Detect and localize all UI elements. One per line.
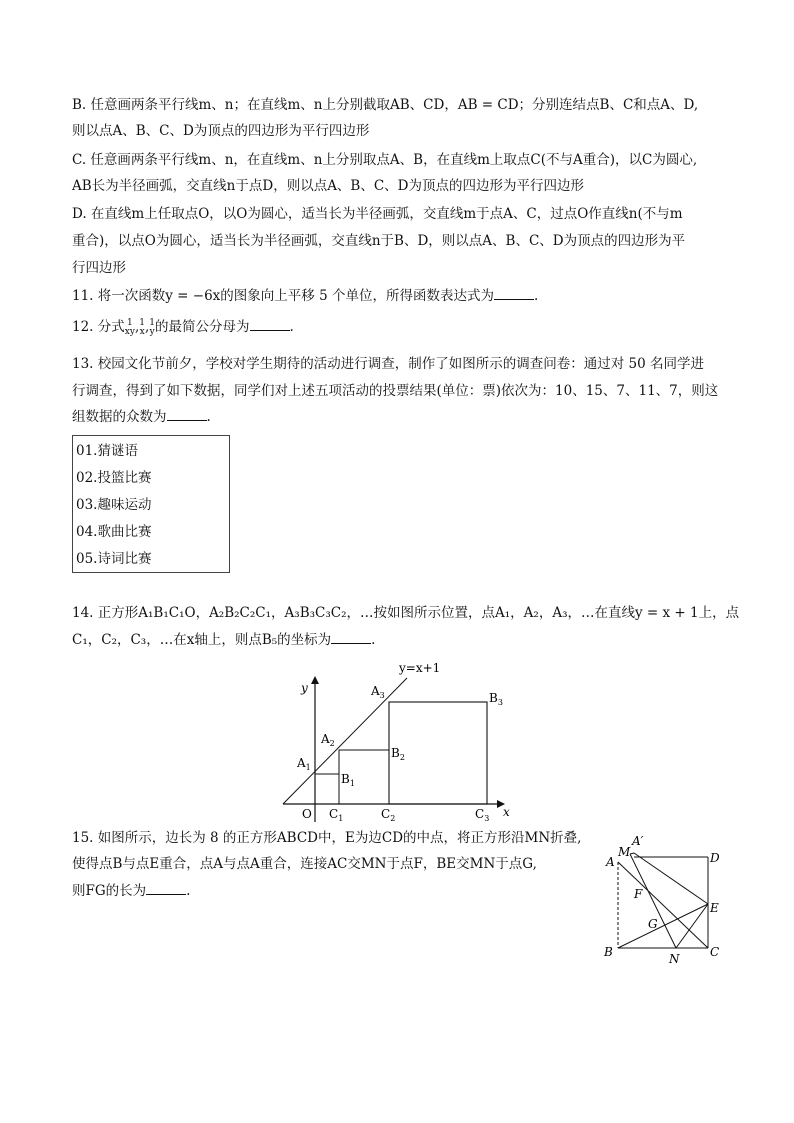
line-m-n (630, 854, 676, 948)
q12-frac2-num: 1 (139, 317, 145, 328)
survey-item: 02.投篮比赛 (76, 470, 152, 486)
line-ap-e (634, 853, 708, 904)
origin-label: O (302, 807, 312, 821)
option-d-line-2: 重合)，以点O为圆心，适当长为半径画弧，交直线n于B、D，则以点A、B、C、D为顶点的四边形为平 (72, 233, 686, 249)
q14-figure (275, 656, 525, 826)
label-n: N (669, 952, 680, 966)
line-b-e (618, 904, 708, 948)
label-c2: $C_2$ (381, 807, 396, 823)
q15-line-1: 15. 如图所示，边长为 8 的正方形ABCD中，E为边CD的中点，将正方形沿MN折叠, (72, 830, 582, 846)
q12-fraction-2 (139, 319, 145, 337)
survey-item: 01.猜谜语 (76, 443, 138, 459)
option-b-line-2: 则以点A、B、C、D为顶点的四边形为平行四边形 (72, 123, 370, 139)
y-axis-arrow (311, 676, 319, 684)
q14-text: C₁，C₂，C₃，…在x轴上，则点B₅的坐标为 (72, 632, 332, 648)
q15-figure (596, 832, 736, 967)
q11-text: 11. 将一次函数y = −6x的图象向上平移 5 个单位，所得函数表达式为 (72, 288, 494, 304)
label-g: G (648, 917, 658, 931)
q14-end: . (371, 632, 376, 648)
option-c-line-2: AB长为半径画弧，交直线n于点D，则以点A、B、C、D为顶点的四边形为平行四边形 (72, 178, 585, 194)
label-ap: A′ (632, 834, 644, 848)
option-c-line-1: C. 任意画两条平行线m、n，在直线m、n上分别取点A、B，在直线m上取点C(不与A重合)，以C为圆心, (72, 152, 698, 168)
line-n-e (676, 904, 708, 948)
q12-frac1-den: xy (124, 326, 135, 337)
label-d: D (710, 851, 720, 865)
q13-end: . (206, 409, 211, 425)
label-b1: $B_1$ (341, 772, 355, 788)
q13-line-1: 13. 校园文化节前夕，学校对学生期待的活动进行调查，制作了如图所示的调查问卷：通过对 50 名同学进 (72, 356, 705, 372)
q14-line-2 (72, 631, 375, 649)
option-d-line-1: D. 在直线m上任取点O，以O为圆心，适当长为半径画弧，交直线m于点A、C，过点O作直线n(不与m (72, 206, 683, 222)
q13-text: 组数据的众数为 (72, 409, 167, 425)
question-12: 12. 分式 1 xy , 1 x , 1 y 的最简公分母为 . (72, 317, 294, 337)
q12-frac2-den: x (139, 326, 145, 337)
label-b2: $B_2$ (391, 746, 405, 762)
x-axis-label: x (503, 805, 510, 819)
label-c1: $C_1$ (329, 807, 344, 823)
q12-frac3-num: 1 (149, 317, 155, 328)
q15-answer-blank[interactable] (146, 882, 186, 895)
line-label: y=x+1 (399, 661, 441, 675)
q11-answer-blank[interactable] (494, 287, 534, 300)
q12-suffix: 的最简公分母为 (155, 319, 250, 335)
q15-end: . (186, 883, 191, 899)
label-a1: $A_1$ (297, 756, 311, 772)
label-f: F (634, 887, 643, 901)
q11-end: . (533, 288, 539, 304)
q12-end: . (289, 319, 294, 335)
square-1 (315, 774, 339, 804)
label-c3: $C_3$ (475, 807, 490, 823)
label-a3: $A_3$ (371, 684, 385, 700)
label-e: E (710, 901, 719, 915)
label-c: C (710, 945, 720, 959)
q13-line-3 (72, 408, 211, 426)
q12-answer-blank[interactable] (250, 318, 290, 331)
q12-prefix: 12. 分式 (72, 319, 125, 335)
option-b-line-1: B. 任意画两条平行线m、n；在直线m、n上分别截取AB、CD，AB = CD；分别连结点B、C和点A、D, (72, 97, 699, 113)
q12-fraction-1 (125, 319, 135, 337)
line-m-ap (630, 853, 634, 854)
q13-answer-blank[interactable] (167, 408, 207, 421)
survey-item: 05.诗词比赛 (76, 551, 152, 567)
line-a-c (618, 862, 708, 948)
survey-item: 04.歌曲比赛 (76, 524, 152, 540)
y-axis-label: y (301, 681, 308, 695)
q12-frac1-num: 1 (126, 317, 133, 328)
label-a: A (606, 855, 615, 869)
question-11 (72, 287, 538, 305)
q13-line-2: 行调查，得到了如下数据，同学们对上述五项活动的投票结果(单位：票)依次为：10、15、7、11、7，则这 (72, 383, 719, 399)
label-b: B (604, 945, 613, 959)
q14-answer-blank[interactable] (331, 631, 371, 644)
q15-line-2: 使得点B与点E重合，点A与点A重合，连接AC交MN于点F，BE交MN于点G, (72, 856, 537, 872)
survey-box (72, 435, 230, 573)
q14-line-1: 14. 正方形A₁B₁C₁O，A₂B₂C₂C₁，A₃B₃C₃C₂，…按如图所示位置，点A₁，A₂，A₃，…在直线y = x + 1上，点 (72, 605, 740, 621)
q15-line-3 (72, 882, 190, 900)
label-b3: $B_3$ (489, 691, 503, 707)
survey-item: 03.趣味运动 (76, 497, 152, 513)
option-d-line-3: 行四边形 (72, 260, 126, 276)
q12-frac3-den: y (149, 326, 155, 337)
label-m: M (618, 845, 631, 859)
q15-text: 则FG的长为 (72, 883, 147, 899)
label-a2: $A_2$ (321, 732, 335, 748)
